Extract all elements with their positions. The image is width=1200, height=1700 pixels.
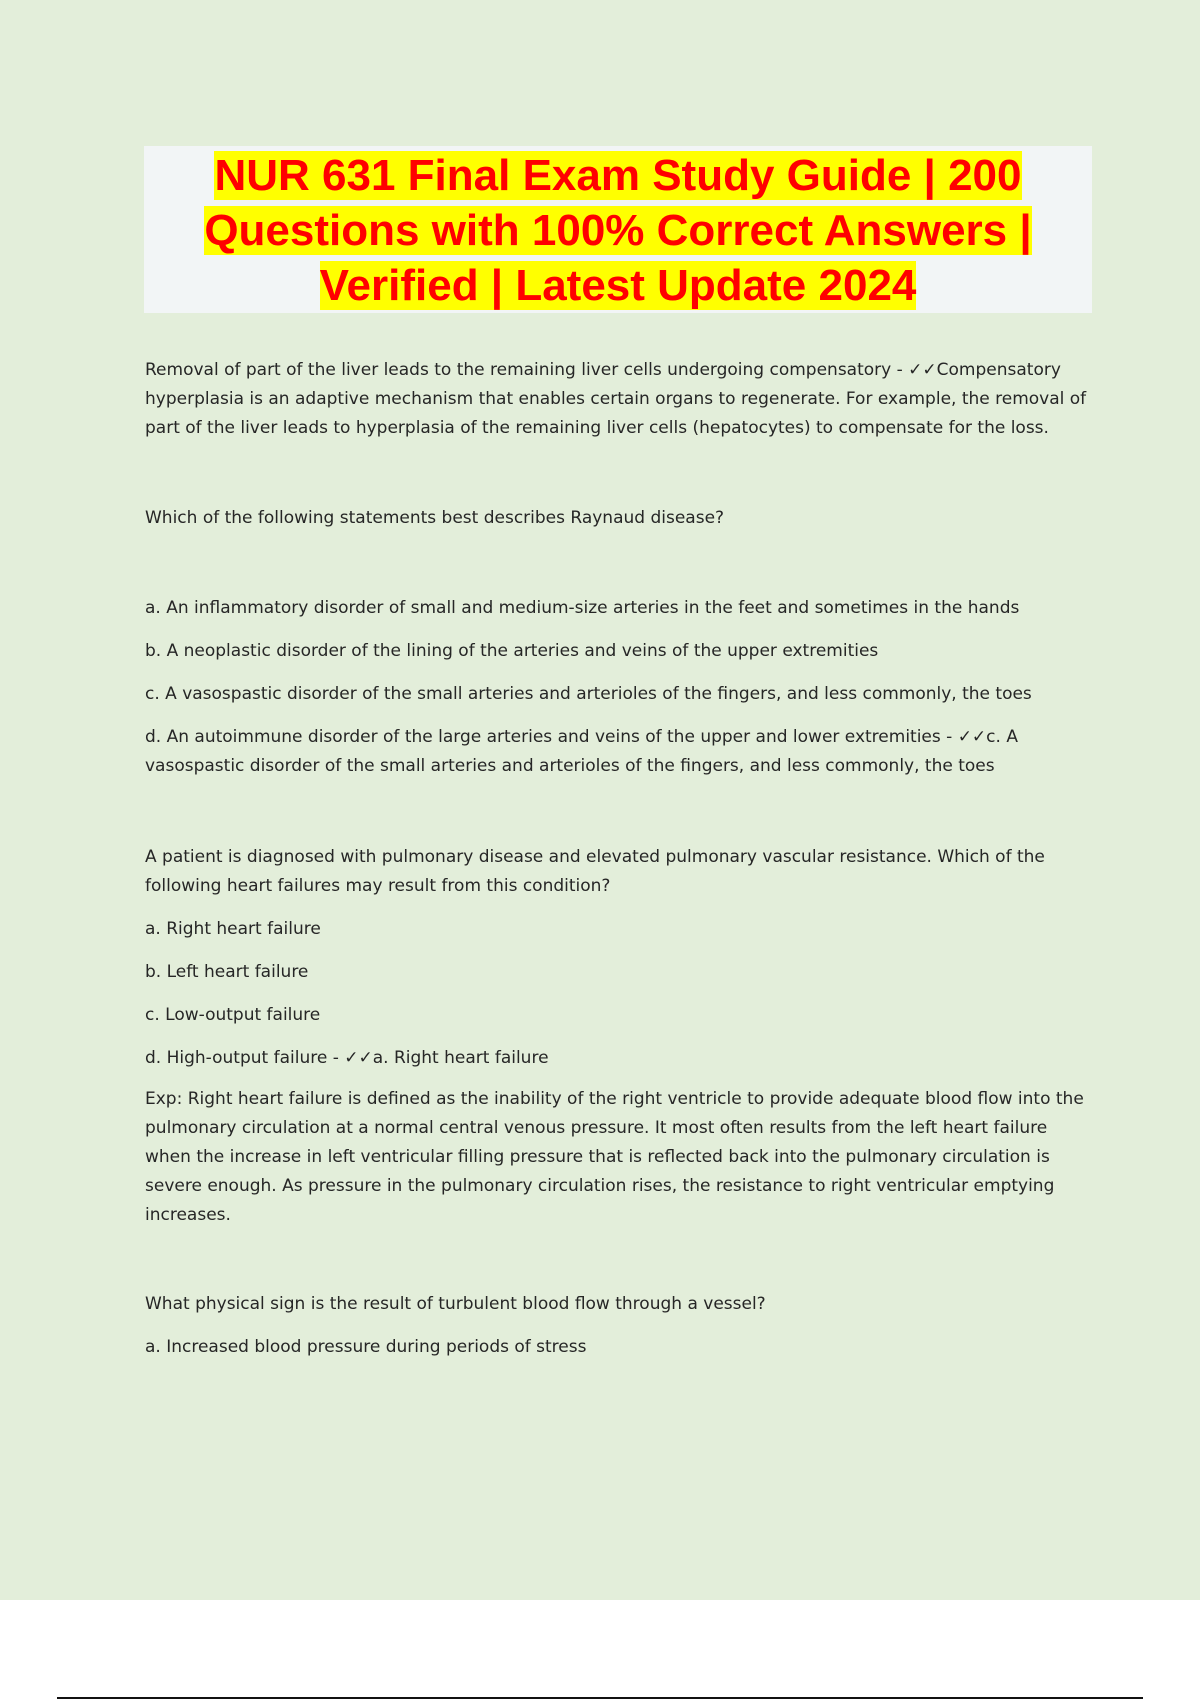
spacer	[145, 901, 1093, 915]
spacer	[145, 666, 1093, 680]
question-text: What physical sign is the result of turbulent blood flow through a vessel?	[145, 1294, 766, 1314]
answer-explanation: Exp: Right heart failure is defined as the inability of the right ventricle to provide adequate blood flow into the pulmonary circulation at a normal central venous pressure. It most often results from the left heart failure when the increase in left ventricular filling pressure that is reflected back into the pulmonary circulation is severe enough. As pressure in the pulmonary circulation rises, the resistance to right ventricular emptying increases.	[145, 1089, 1084, 1225]
document-title	[144, 146, 1092, 313]
answer-option: d. An autoimmune disorder of the large arteries and veins of the upper and lower extremities - ✓✓c. A vasospastic disorder of the small arteries and arterioles of the fingers, and less commonly, the toes	[145, 727, 1018, 776]
spacer	[145, 1073, 1093, 1085]
spacer	[145, 443, 1093, 504]
footer-divider	[57, 1697, 1143, 1699]
answer-option: d. High-output failure - ✓✓a. Right heart failure	[145, 1048, 549, 1068]
answer-option: c. A vasospastic disorder of the small arteries and arterioles of the fingers, and less commonly, the toes	[145, 684, 1032, 704]
spacer	[145, 781, 1093, 843]
spacer	[145, 1230, 1093, 1290]
document-content	[145, 356, 1093, 1362]
spacer	[145, 944, 1093, 958]
spacer	[145, 623, 1093, 637]
document-title-highlight: NUR 631 Final Exam Study Guide | 200 Questions with 100% Correct Answers | Verified | Latest Update 2024	[204, 151, 1032, 310]
spacer	[145, 709, 1093, 723]
question-text: A patient is diagnosed with pulmonary disease and elevated pulmonary vascular resistance. Which of the following heart failures may result from this condition?	[145, 847, 1045, 896]
spacer	[145, 1030, 1093, 1044]
spacer	[145, 1319, 1093, 1333]
question-text: Which of the following statements best describes Raynaud disease?	[145, 508, 725, 528]
answer-option: a. Right heart failure	[145, 919, 321, 939]
answer-option: b. A neoplastic disorder of the lining of the arteries and veins of the upper extremities	[145, 641, 879, 661]
answer-option: c. Low-output failure	[145, 1005, 321, 1025]
spacer	[145, 533, 1093, 594]
answer-option: a. Increased blood pressure during periods of stress	[145, 1337, 587, 1357]
spacer	[145, 987, 1093, 1001]
answer-option: b. Left heart failure	[145, 962, 309, 982]
question-text: Removal of part of the liver leads to the remaining liver cells undergoing compensatory - ✓✓Compensatory hyperplasia is an adaptive mechanism that enables certain organs to regenerate. For example, the removal of part of the liver leads to hyperplasia of the remaining liver cells (hepatocytes) to compensate for the loss.	[145, 360, 1087, 438]
title-box	[144, 146, 1092, 313]
answer-option: a. An inflammatory disorder of small and medium-size arteries in the feet and sometimes in the hands	[145, 598, 1020, 618]
